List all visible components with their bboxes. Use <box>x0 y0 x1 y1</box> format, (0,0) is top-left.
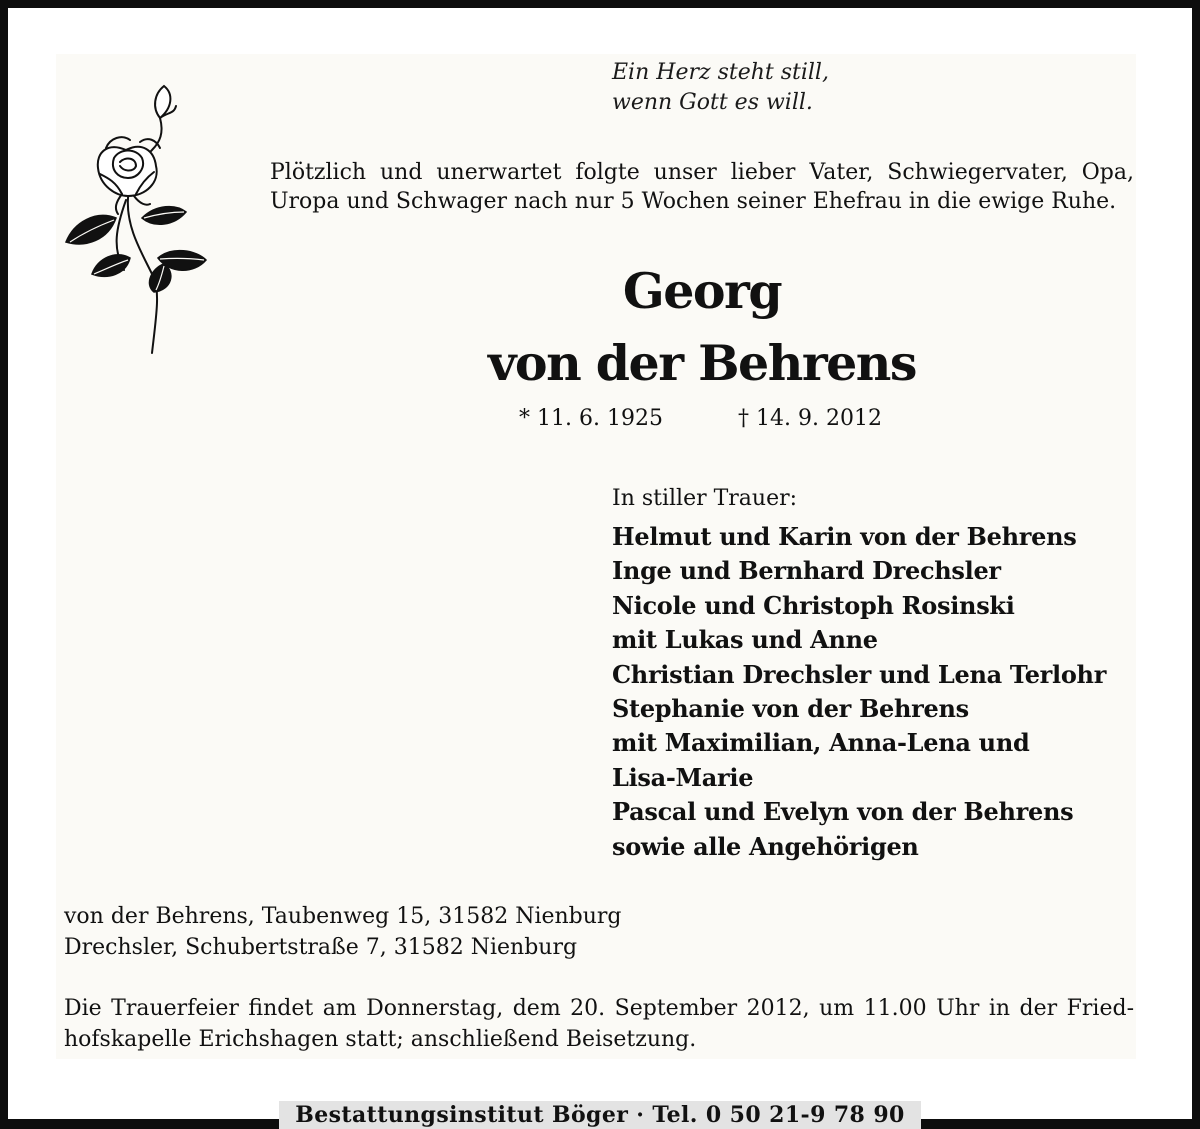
mourner-name: Lisa-Marie <box>612 762 754 792</box>
death-date: † 14. 9. 2012 <box>738 406 882 431</box>
address-line: Drechsler, Schubertstraße 7, 31582 Nienburg <box>64 935 578 960</box>
deceased-last-name: von der Behrens <box>487 334 917 392</box>
funeral-service-text: Die Trauerfeier findet am Donnerstag, dem 20. September 2012, um 11.00 Uhr in der Friedhofskapelle Erichshagen statt; anschließend Beisetzung. <box>64 996 1134 1052</box>
motto <box>612 58 829 118</box>
birth-date: * 11. 6. 1925 <box>519 406 663 431</box>
motto-line-1: Ein Herz steht still, <box>612 60 829 85</box>
address-block <box>64 901 622 963</box>
deceased-first-name: Georg <box>622 262 782 320</box>
mourner-name: Helmut und Karin von der Behrens <box>612 522 1077 551</box>
mourner-list <box>612 520 1106 864</box>
address-line: von der Behrens, Taubenweg 15, 31582 Nienburg <box>64 904 622 929</box>
mourner-name: mit Maximilian, Anna-Lena und <box>612 728 1030 758</box>
mourner-name: Christian Drechsler und Lena Terlohr <box>612 659 1107 689</box>
rose-icon <box>56 78 216 358</box>
intro-text: Plötzlich und unerwartet folgte unser lieber Vater, Schwiegervater, Opa, Uropa und Schwager nach nur 5 Wochen seiner Ehefrau in die ewige Ruhe. <box>270 160 1134 214</box>
mourner-name: mit Lukas und Anne <box>612 625 878 655</box>
mourner-name: Stephanie von der Behrens <box>612 694 969 724</box>
funeral-home-footer: Bestattungsinstitut Böger · Tel. 0 50 21-9 78 90 <box>279 1101 921 1129</box>
mourner-name: Pascal und Evelyn von der Behrens <box>612 797 1074 827</box>
motto-line-2: wenn Gott es will. <box>612 90 813 115</box>
mourner-name: Inge und Bernhard Drechsler <box>612 556 1001 586</box>
mourning-label: In stiller Trauer: <box>612 486 798 511</box>
mourner-name: Nicole und Christoph Rosinski <box>612 590 1015 620</box>
mourner-name: sowie alle Angehörigen <box>612 831 919 861</box>
